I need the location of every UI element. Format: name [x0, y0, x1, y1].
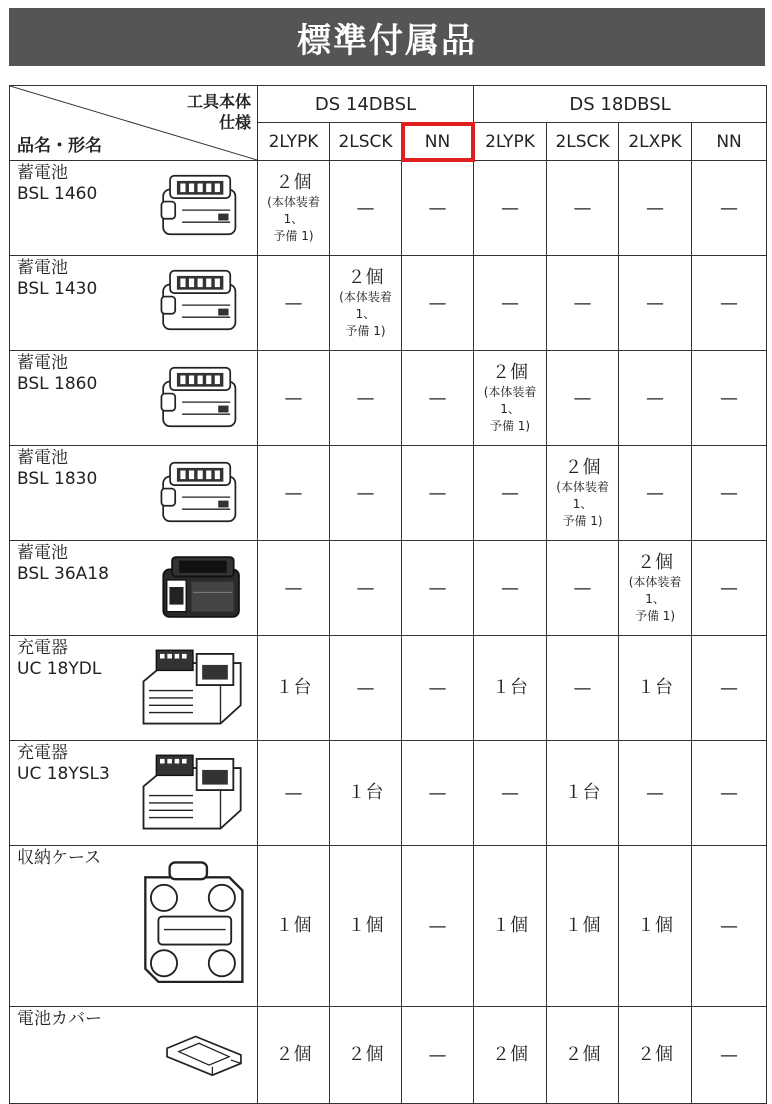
quantity-cell [692, 351, 767, 446]
variant-ds14-2lsck: 2LSCK [330, 123, 402, 161]
quantity-cell [547, 541, 619, 636]
quantity-cell [330, 446, 402, 541]
item-model: BSL 1860 [17, 374, 98, 394]
quantity-note: 予備 1) [273, 228, 314, 243]
quantity-value: — [501, 577, 520, 599]
quantity-cell [474, 256, 547, 351]
quantity-cell [474, 1007, 547, 1104]
quantity-cell [330, 846, 402, 1007]
quantity-value: — [501, 197, 520, 219]
quantity-value: １台 [492, 677, 529, 698]
quantity-value: １台 [347, 782, 384, 803]
table-row [10, 161, 767, 256]
quantity-value: — [501, 482, 520, 504]
product-name-label: 品名・形名 [17, 136, 102, 156]
quantity-cell [547, 351, 619, 446]
quantity-value: — [428, 387, 447, 409]
battery-icon [158, 169, 244, 241]
quantity-cell [402, 541, 474, 636]
quantity-value: — [720, 577, 739, 599]
quantity-cell [474, 161, 547, 256]
quantity-cell [258, 351, 330, 446]
quantity-value: １台 [564, 782, 601, 803]
quantity-cell [547, 1007, 619, 1104]
quantity-value: — [720, 915, 739, 937]
quantity-cell [402, 446, 474, 541]
item-model: UC 18YDL [17, 659, 102, 679]
quantity-value: １個 [275, 915, 312, 936]
case-icon [136, 856, 248, 992]
item-category: 蓄電池 [17, 163, 68, 183]
group-header-ds18dbsl: DS 18DBSL [474, 86, 767, 123]
quantity-value: — [356, 577, 375, 599]
header-row-groups [10, 86, 767, 123]
quantity-value: — [573, 677, 592, 699]
quantity-cell [402, 256, 474, 351]
quantity-cell [402, 741, 474, 846]
quantity-cell [547, 446, 619, 541]
quantity-cell [692, 636, 767, 741]
table-row [10, 1007, 767, 1104]
quantity-cell [258, 256, 330, 351]
variant-ds18-2lsck: 2LSCK [547, 123, 619, 161]
quantity-cell [258, 1007, 330, 1104]
table-row [10, 846, 767, 1007]
quantity-value: — [428, 292, 447, 314]
quantity-value: １個 [637, 915, 674, 936]
item-category: 電池カバー [17, 1009, 102, 1029]
quantity-value: ２個 [275, 1044, 312, 1065]
quantity-value: ２個 [492, 361, 529, 383]
quantity-value: — [720, 782, 739, 804]
quantity-cell [619, 636, 692, 741]
quantity-value: — [428, 1044, 447, 1066]
quantity-cell [402, 351, 474, 446]
quantity-cell [402, 846, 474, 1007]
quantity-note: (本体装着 1、 [339, 289, 392, 321]
quantity-cell [330, 351, 402, 446]
quantity-note: 予備 1) [489, 418, 531, 433]
quantity-note: (本体装着 1、 [267, 194, 320, 226]
item-category: 蓄電池 [17, 353, 68, 373]
page-title: 標準付属品 [297, 20, 477, 61]
quantity-value: — [356, 677, 375, 699]
item-cell [10, 741, 258, 846]
quantity-note: (本体装着 1、 [556, 479, 609, 511]
item-cell [10, 636, 258, 741]
quantity-value: ２個 [564, 456, 601, 478]
quantity-value: — [646, 292, 665, 314]
quantity-cell [619, 541, 692, 636]
quantity-value: ２個 [492, 1044, 529, 1065]
quantity-value: — [573, 577, 592, 599]
quantity-value: １個 [347, 915, 384, 936]
quantity-cell [258, 636, 330, 741]
quantity-value: — [501, 292, 520, 314]
quantity-note: 予備 1) [345, 323, 386, 338]
battery-icon [158, 456, 244, 528]
table-row [10, 446, 767, 541]
item-model: BSL 1430 [17, 279, 98, 299]
variant-ds18-nn: NN [692, 123, 767, 161]
item-model: UC 18YSL3 [17, 764, 110, 784]
quantity-cell [692, 541, 767, 636]
accessories-table [9, 85, 767, 1104]
item-category: 充電器 [17, 743, 68, 763]
quantity-cell [474, 446, 547, 541]
quantity-cell [258, 846, 330, 1007]
quantity-cell [547, 256, 619, 351]
quantity-cell [547, 161, 619, 256]
item-category: 充電器 [17, 638, 68, 658]
quantity-value: ２個 [347, 1044, 384, 1065]
quantity-value: — [720, 292, 739, 314]
quantity-value: — [356, 482, 375, 504]
table-row [10, 636, 767, 741]
quantity-value: — [428, 482, 447, 504]
quantity-value: — [284, 782, 303, 804]
quantity-value: — [284, 387, 303, 409]
quantity-cell [474, 636, 547, 741]
table-row [10, 741, 767, 846]
quantity-value: — [501, 782, 520, 804]
quantity-note: 予備 1) [562, 513, 603, 528]
table-row [10, 256, 767, 351]
quantity-cell [330, 741, 402, 846]
quantity-value: １台 [275, 677, 312, 698]
quantity-cell [474, 846, 547, 1007]
quantity-cell [619, 846, 692, 1007]
quantity-value: — [720, 482, 739, 504]
quantity-cell [547, 741, 619, 846]
battery-cover-icon [162, 1029, 246, 1081]
quantity-cell [692, 1007, 767, 1104]
quantity-note: 予備 1) [634, 608, 676, 623]
quantity-cell [258, 741, 330, 846]
table-body [10, 161, 767, 1104]
quantity-value: ２個 [275, 171, 312, 193]
item-cell [10, 1007, 258, 1104]
item-cell [10, 846, 258, 1007]
quantity-cell [258, 161, 330, 256]
quantity-value: — [428, 782, 447, 804]
quantity-cell [402, 161, 474, 256]
corner-header [10, 86, 258, 161]
quantity-cell [402, 1007, 474, 1104]
quantity-cell [474, 351, 547, 446]
quantity-value: — [573, 197, 592, 219]
variant-ds18-2lxpk: 2LXPK [619, 123, 692, 161]
quantity-value: — [646, 387, 665, 409]
quantity-cell [402, 636, 474, 741]
quantity-value: ２個 [564, 1044, 601, 1065]
quantity-cell [619, 351, 692, 446]
quantity-cell [692, 256, 767, 351]
item-category: 収納ケース [17, 848, 102, 868]
quantity-cell [330, 636, 402, 741]
quantity-value: — [356, 197, 375, 219]
variant-ds14-nn-highlighted: NN [402, 123, 474, 161]
item-model: BSL 1460 [17, 184, 98, 204]
item-model: BSL 36A18 [17, 564, 109, 584]
quantity-value: １個 [492, 915, 529, 936]
quantity-value: ２個 [347, 266, 384, 288]
item-category: 蓄電池 [17, 543, 68, 563]
battery-icon [158, 361, 244, 433]
item-category: 蓄電池 [17, 258, 68, 278]
item-model: BSL 1830 [17, 469, 98, 489]
tool-body-label: 工具本体 [186, 92, 251, 111]
quantity-cell [330, 161, 402, 256]
variant-ds18-2lypk: 2LYPK [474, 123, 547, 161]
quantity-value: — [720, 387, 739, 409]
table-row [10, 541, 767, 636]
quantity-cell [692, 741, 767, 846]
battery-icon [158, 264, 244, 336]
quantity-cell [258, 446, 330, 541]
quantity-value: ２個 [637, 1044, 674, 1065]
quantity-cell [619, 161, 692, 256]
quantity-cell [692, 446, 767, 541]
battery-dark-icon [158, 551, 246, 623]
quantity-note: (本体装着 1、 [483, 384, 537, 416]
item-cell [10, 256, 258, 351]
item-cell [10, 541, 258, 636]
group-header-ds14dbsl: DS 14DBSL [258, 86, 474, 123]
quantity-value: — [720, 677, 739, 699]
quantity-value: — [428, 577, 447, 599]
quantity-cell [619, 1007, 692, 1104]
charger-icon [138, 749, 248, 833]
quantity-value: — [573, 387, 592, 409]
quantity-value: — [356, 387, 375, 409]
charger-icon [138, 644, 248, 728]
spec-label: 仕様 [218, 113, 251, 132]
quantity-cell [330, 1007, 402, 1104]
item-cell [10, 161, 258, 256]
quantity-cell [474, 541, 547, 636]
quantity-value: — [646, 482, 665, 504]
quantity-value: — [284, 292, 303, 314]
quantity-value: — [646, 782, 665, 804]
quantity-cell [547, 846, 619, 1007]
title-bar [9, 8, 765, 66]
quantity-cell [474, 741, 547, 846]
quantity-cell [692, 161, 767, 256]
item-cell [10, 446, 258, 541]
quantity-value: — [284, 577, 303, 599]
quantity-cell [692, 846, 767, 1007]
quantity-value: １台 [637, 677, 674, 698]
quantity-value: — [428, 677, 447, 699]
quantity-note: (本体装着 1、 [628, 574, 682, 606]
quantity-cell [258, 541, 330, 636]
table-row [10, 351, 767, 446]
quantity-cell [619, 741, 692, 846]
quantity-value: １個 [564, 915, 601, 936]
quantity-value: — [720, 1044, 739, 1066]
quantity-value: ２個 [637, 551, 674, 573]
variant-ds14-2lypk: 2LYPK [258, 123, 330, 161]
quantity-value: — [428, 197, 447, 219]
quantity-value: — [573, 292, 592, 314]
quantity-cell [330, 541, 402, 636]
item-cell [10, 351, 258, 446]
quantity-value: — [646, 197, 665, 219]
quantity-cell [619, 446, 692, 541]
quantity-value: — [428, 915, 447, 937]
quantity-value: — [720, 197, 739, 219]
quantity-value: — [284, 482, 303, 504]
quantity-cell [619, 256, 692, 351]
quantity-cell [547, 636, 619, 741]
item-category: 蓄電池 [17, 448, 68, 468]
quantity-cell [330, 256, 402, 351]
